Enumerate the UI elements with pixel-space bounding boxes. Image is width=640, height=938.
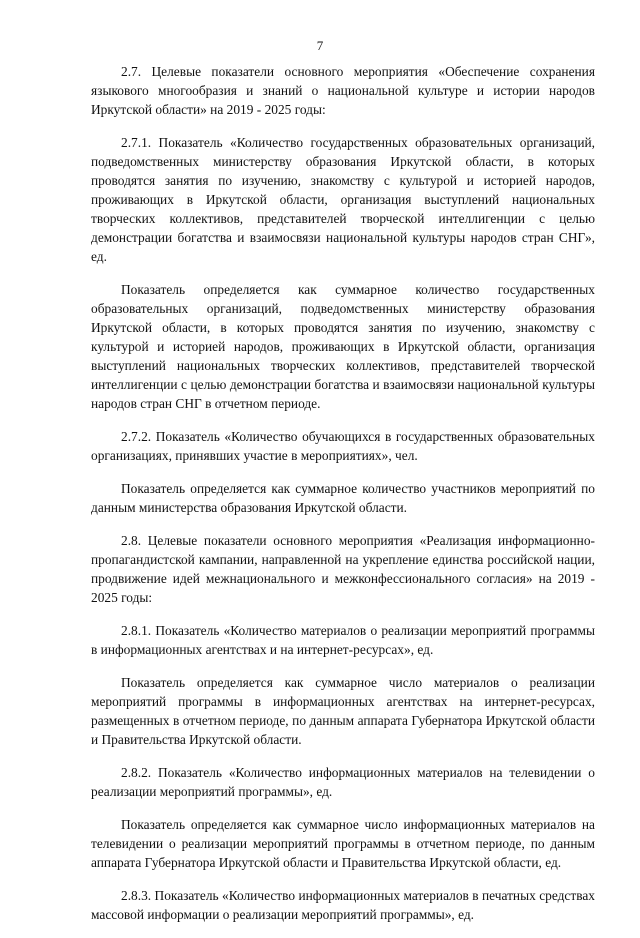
- paragraph-2-8-2: 2.8.2. Показатель «Количество информационных материалов на телевидении о реализации мероприятий программы», ед.: [91, 765, 595, 799]
- paragraph-2-8: 2.8. Целевые показатели основного мероприятия «Реализация информационно-пропагандистской кампании, направленной на укрепление единства российской нации, продвижение идей межнационального и межконфессионального согласия» на 2019 - 2025 годы:: [91, 533, 595, 605]
- paragraph-2-7-1: 2.7.1. Показатель «Количество государственных образовательных организаций, подведомственных министерству образования Иркутской области, в которых проводятся занятия по изучению, знакомству с культурой и историей народов, проживающих в Иркутской области, организация выступлений национальных творческих коллективов, представителей творческой интеллигенции с целью демонстрации богатства и взаимосвязи национальной культуры народов стран СНГ», ед.: [91, 135, 595, 264]
- paragraph-2-8-3: 2.8.3. Показатель «Количество информационных материалов в печатных средствах массовой информации о реализации мероприятий программы», ед.: [91, 888, 595, 922]
- paragraph-2-8-1-definition: Показатель определяется как суммарное число материалов о реализации мероприятий программы в информационных агентствах на интернет-ресурсах, размещенных в отчетном периоде, по данным аппарата Губернатора Иркутской области и Правительства Иркутской области.: [91, 675, 595, 747]
- paragraph-2-8-2-definition: Показатель определяется как суммарное число информационных материалов на телевидении о реализации мероприятий программы в отчетном периоде, по данным аппарата Губернатора Иркутской области и Правительства Иркутской области, ед.: [91, 817, 595, 870]
- paragraph-2-7-2: 2.7.2. Показатель «Количество обучающихся в государственных образовательных организациях, принявших участие в мероприятиях», чел.: [91, 429, 595, 463]
- page-number: 7: [316, 38, 324, 53]
- paragraph-2-7-1-definition: Показатель определяется как суммарное количество государственных образовательных организаций, подведомственных министерству образования Иркутской области, в которых проводятся занятия по изучению, знакомству с культурой и историей народов, проживающих в Иркутской области, организация выступлений национальных творческих коллективов, представителей творческой интеллигенции с целью демонстрации богатства и взаимосвязи национальной культуры народов стран СНГ в отчетном периоде.: [91, 282, 595, 411]
- document-body: [91, 62, 595, 938]
- paragraph-2-7-2-definition: Показатель определяется как суммарное количество участников мероприятий по данным министерства образования Иркутской области.: [91, 481, 595, 515]
- paragraph-2-8-1: 2.8.1. Показатель «Количество материалов о реализации мероприятий программы в информационных агентствах и на интернет-ресурсах», ед.: [91, 623, 595, 657]
- paragraph-2-7: 2.7. Целевые показатели основного мероприятия «Обеспечение сохранения языкового многообразия и знаний о национальной культуре и истории народов Иркутской области» на 2019 - 2025 годы:: [91, 64, 595, 117]
